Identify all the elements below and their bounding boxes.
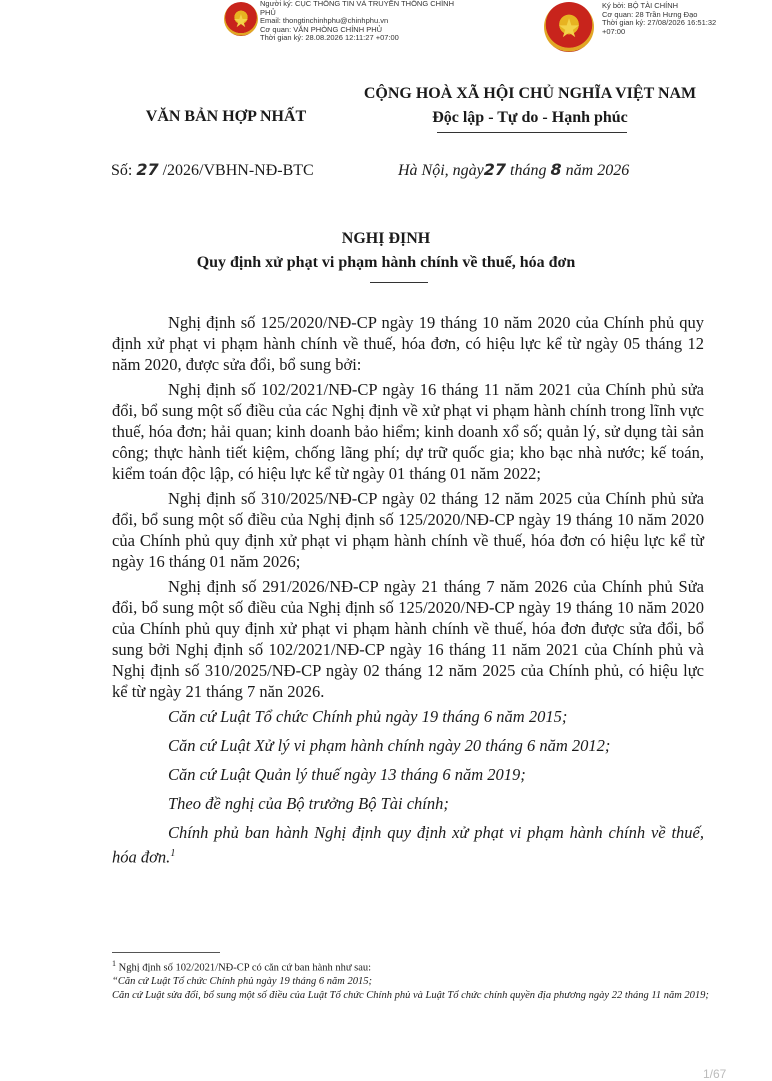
motto-underline [437, 132, 627, 133]
proposal-basis: Theo đề nghị của Bộ trưởng Bộ Tài chính; [168, 794, 449, 813]
signature-line: Người ký: CỤC THÔNG TIN VÀ TRUYỀN THÔNG CHÍNH PHỦ [260, 0, 454, 17]
footnote-item [112, 957, 712, 975]
body-paragraph: Nghị định số 125/2020/NĐ-CP ngày 19 tháng 10 năm 2020 của Chính phủ quy định xử phạt vi phạm hành chính về thuế, hóa đơn, có hiệu lực kể từ ngày 05 tháng 12 năm 2020, được sửa đổi, bổ sung bởi: [112, 313, 704, 374]
signature-line: Thời gian ký: 28.08.2026 12:11:27 +07:00 [260, 33, 399, 43]
national-title: CỘNG HOÀ XÃ HỘI CHỦ NGHĨA VIỆT NAM [363, 85, 697, 102]
enactment-clause [112, 822, 704, 868]
body-paragraph: Nghị định số 291/2026/NĐ-CP ngày 21 tháng 7 năm 2026 của Chính phủ Sửa đổi, bổ sung một số điều của Nghị định số 125/2020/NĐ-CP ngày 19 tháng 10 năm 2020 của Chính phủ quy định xử phạt vi phạm hành chính về thuế, hóa đơn được sửa đổi, bổ sung bởi Nghị định số 102/2021/NĐ-CP ngày 16 tháng 11 năm 2021 của Chính phủ và Nghị định số 310/2025/NĐ-CP ngày 02 tháng 12 năm 2025 của Chính phủ, có hiệu lực kể từ ngày 21 tháng 7 năn 2026. [112, 577, 704, 701]
document-number-suffix: /2026/VBHN-NĐ-BTC [158, 162, 314, 179]
signature-info-right [602, 2, 716, 36]
document-body [112, 312, 704, 876]
legal-basis: Căn cứ Luật Xử lý vi phạm hành chính ngày 20 tháng 6 năm 2012; [168, 736, 611, 755]
footnote-reference[interactable]: 1 [170, 848, 176, 859]
day-handwritten: 27 [483, 160, 507, 179]
signature-line: Cơ quan: 28 Trần Hưng Đạo [602, 9, 698, 19]
place-prefix: Hà Nội, ngày [398, 162, 484, 179]
enactment-text: Chính phủ ban hành Nghị định quy định xử phạt vi phạm hành chính về thuế, hóa đơn. [112, 823, 704, 867]
footnote-line: “Căn cứ Luật Tổ chức Chính phủ ngày 19 tháng 6 năm 2015; [112, 976, 372, 987]
footnote-line: Căn cứ Luật sửa đổi, bổ sung một số điều của Luật Tổ chức Chính phủ và Luật Tổ chức chính quyền địa phương ngày 22 tháng 11 năm 2019; [112, 989, 709, 1001]
footnotes [112, 957, 712, 1002]
year-part: năm 2026 [561, 162, 630, 179]
document-number-prefix: Số: [111, 162, 137, 179]
title-underline [370, 282, 428, 283]
signature-line: Cơ quan: VĂN PHÒNG CHÍNH PHỦ [260, 24, 383, 34]
body-paragraph: Nghị định số 102/2021/NĐ-CP ngày 16 tháng 11 năm 2021 của Chính phủ sửa đổi, bổ sung một số điều của các Nghị định về xử phạt vi phạm hành chính trong lĩnh vực thuế, hóa đơn; hải quan; kinh doanh bảo hiểm; kinh doanh xổ số; quản lý, sử dụng tài sản công; thực hành tiết kiệm, chống lãng phí; dự trữ quốc gia; kho bạc nhà nước; kế toán, kiểm toán độc lập, có hiệu lực kể từ ngày 01 tháng 01 năm 2022; [112, 380, 704, 483]
national-motto: Độc lập - Tự do - Hạnh phúc [432, 109, 628, 126]
signature-line: +07:00 [602, 26, 626, 36]
national-emblem-icon: ★ [544, 2, 594, 52]
body-paragraph: Nghị định số 310/2025/NĐ-CP ngày 02 tháng 12 năm 2025 của Chính phủ sửa đổi, bổ sung một số điều của Nghị định số 125/2020/NĐ-CP ngày 19 tháng 10 năm 2020 của Chính phủ quy định xử phạt vi phạm hành chính về thuế, hóa đơn có hiệu lực kể từ ngày 16 tháng 01 năm 2026; [112, 489, 704, 571]
signature-line: Ký bởi: BỘ TÀI CHÍNH [602, 1, 679, 10]
footnote-mark: 1 [112, 959, 116, 968]
digital-signature-left [224, 0, 459, 43]
signature-line: Thời gian ký: 27/08/2026 16:51:32 [602, 18, 717, 28]
issuing-document-type: VĂN BẢN HỢP NHẤT [145, 108, 307, 125]
place-and-date [398, 160, 629, 180]
legal-basis: Căn cứ Luật Tổ chức Chính phủ ngày 19 tháng 6 năm 2015; [168, 707, 568, 726]
footnote-text: Nghị định số 102/2021/NĐ-CP có căn cứ ban hành như sau: [116, 962, 372, 974]
national-emblem-icon: ★ [224, 2, 258, 36]
footnote-separator [112, 952, 220, 953]
month-word: tháng [506, 162, 551, 179]
month-handwritten: 8 [550, 160, 562, 179]
digital-signature-right [540, 0, 772, 48]
signature-line: Email: thongtinchinhphu@chinhphu.vn [260, 16, 389, 26]
signature-info-left [260, 0, 459, 43]
document-subject: Quy định xử phạt vi phạm hành chính về thuế, hóa đơn [196, 254, 576, 271]
legal-basis: Căn cứ Luật Quản lý thuế ngày 13 tháng 6 năm 2019; [168, 765, 526, 784]
page-number: 1/67 [703, 1067, 727, 1081]
document-number-handwritten: 27 [136, 160, 159, 179]
document-number [111, 160, 314, 180]
document-type-title: NGHỊ ĐỊNH [341, 230, 431, 247]
